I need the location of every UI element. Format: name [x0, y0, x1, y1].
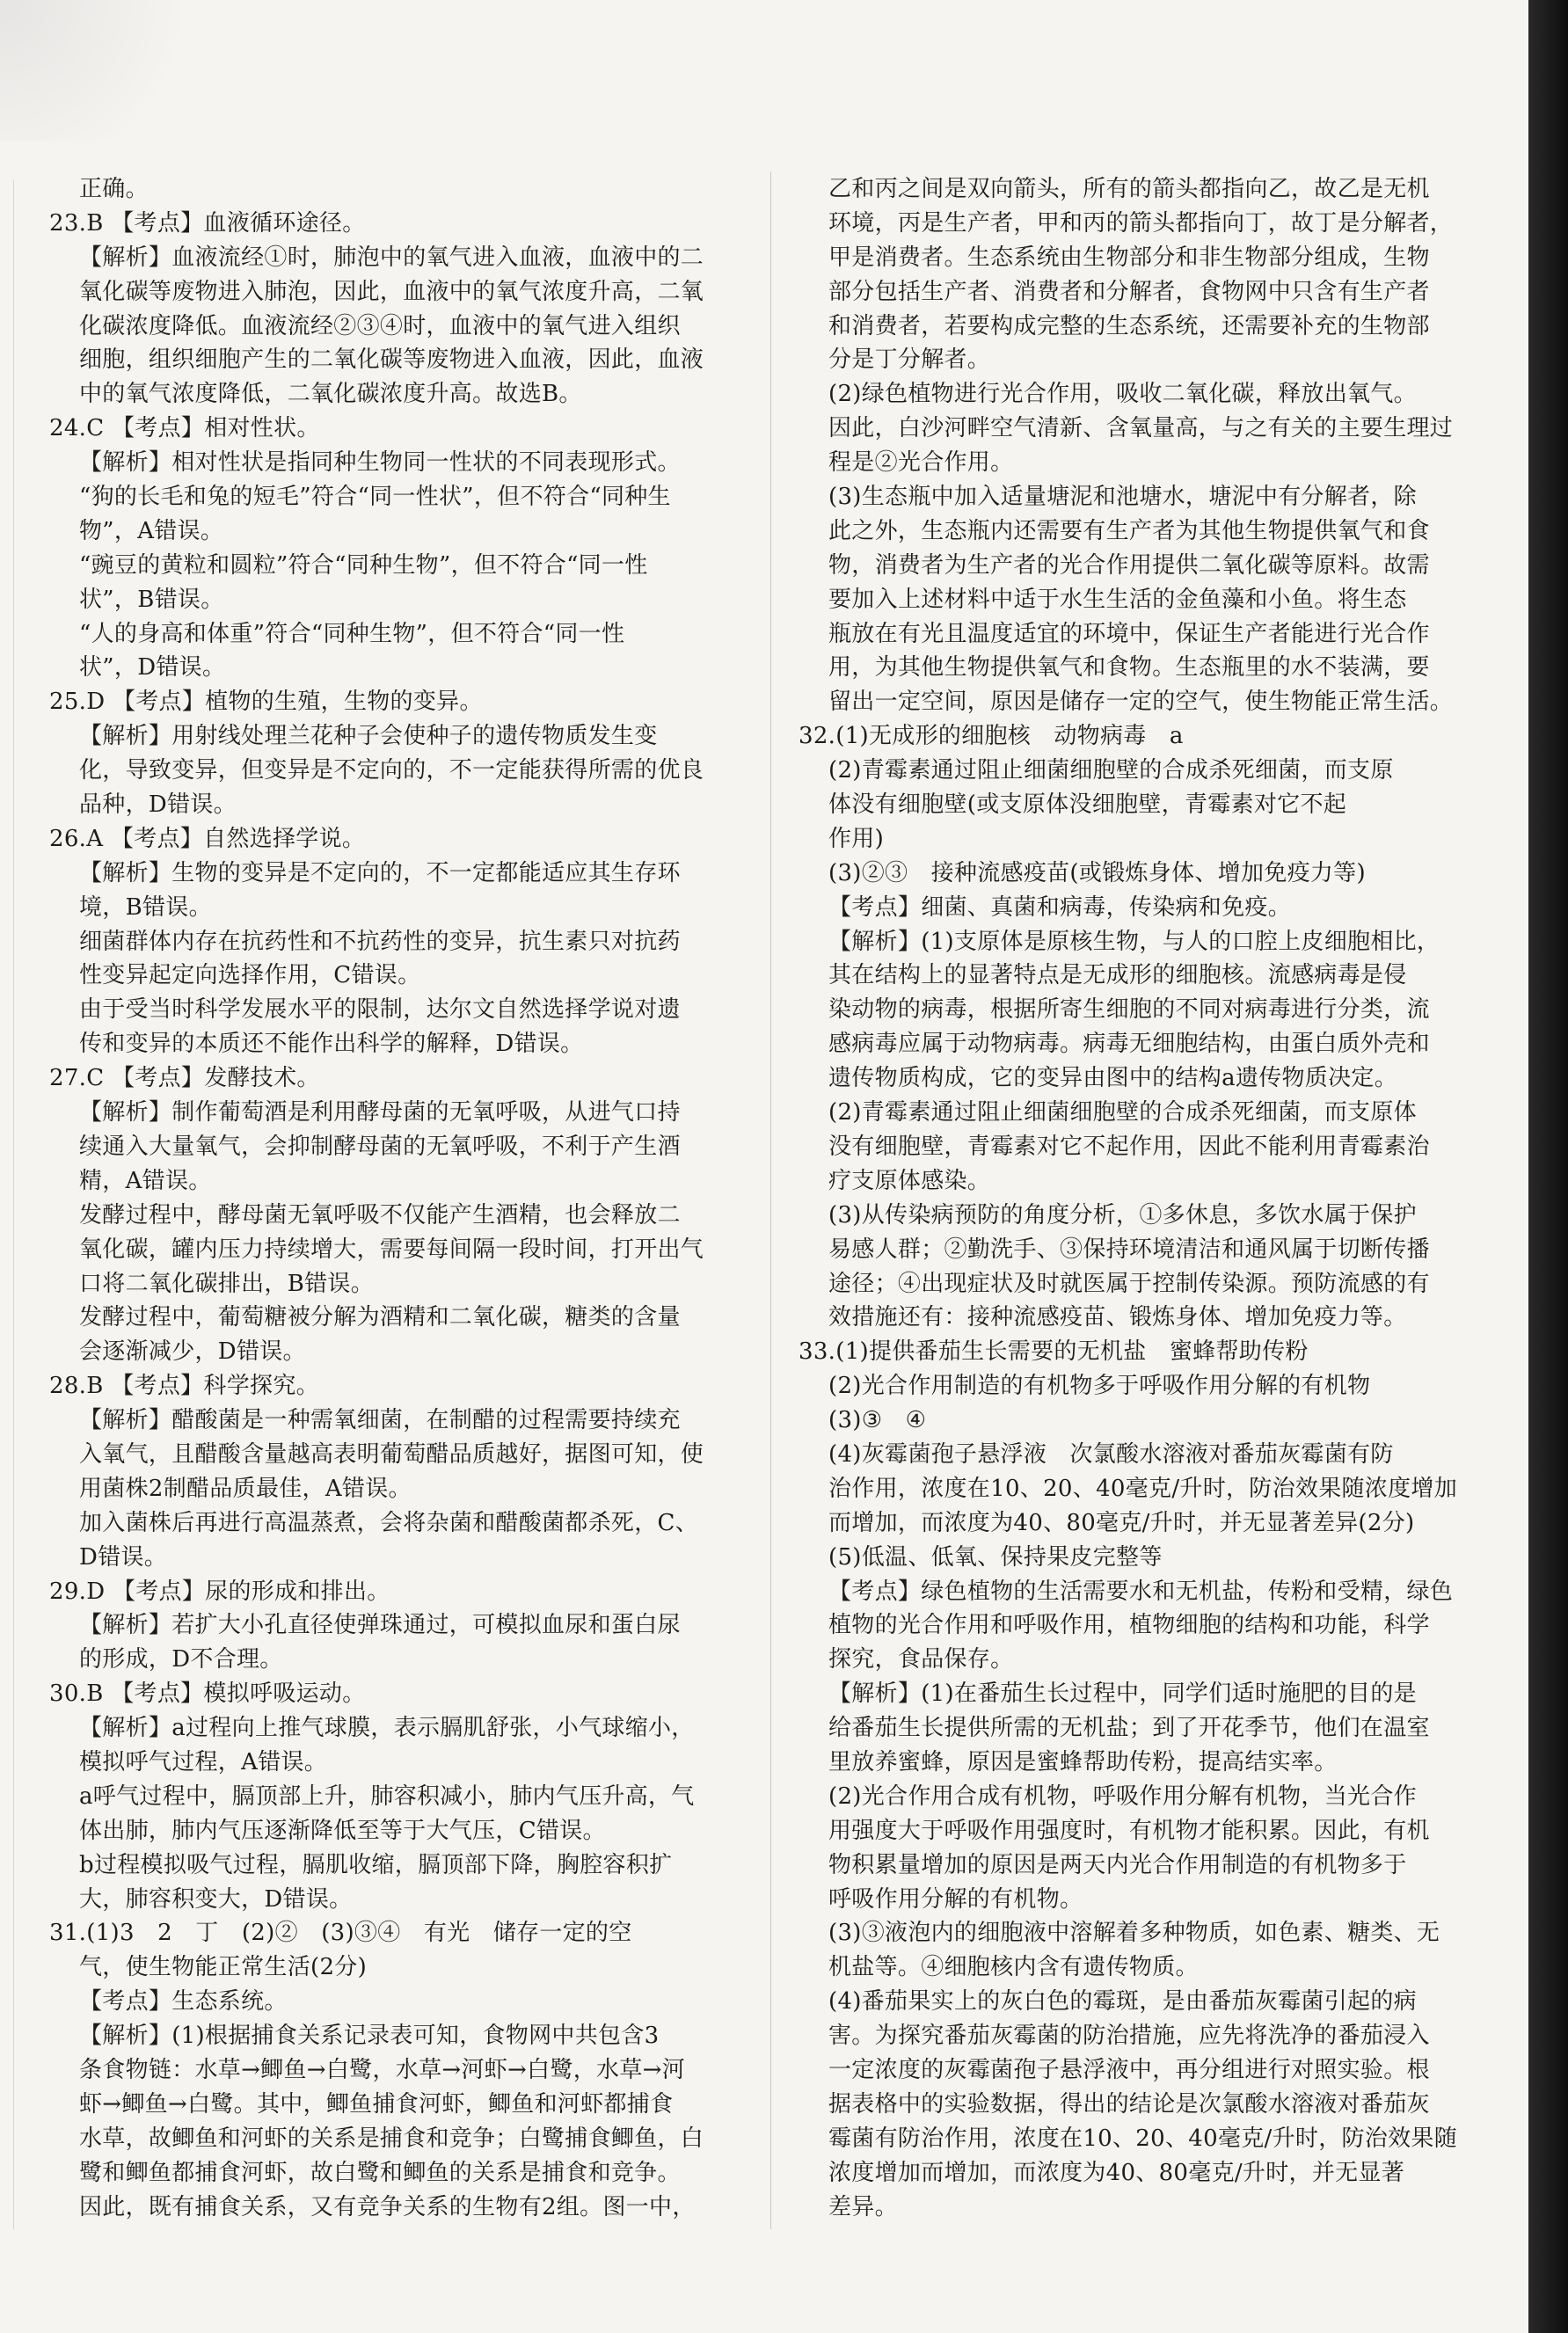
text-line: 途径；④出现症状及时就医属于控制传染源。预防流感的有 [828, 1270, 1430, 1297]
text-line: 细菌群体内存在抗药性和不抗药性的变异，抗生素只对抗药 [79, 928, 681, 955]
column-divider [770, 171, 771, 2229]
text-line: 性变异起定向选择作用，C错误。 [79, 962, 421, 989]
text-line: 疗支原体感染。 [828, 1167, 991, 1194]
text-line: 氧化碳等废物进入肺泡，因此，血液中的氧气浓度升高，二氧 [79, 278, 704, 305]
text-line: 由于受当时科学发展水平的限制，达尔文自然选择学说对遗 [79, 996, 681, 1024]
text-line: 程是②光合作用。 [828, 449, 1014, 477]
text-line: (3)③液泡内的细胞液中溶解着多种物质，如色素、糖类、无 [828, 1920, 1440, 1947]
text-line: 体出肺，肺内气压逐渐降低至等于大气压，C错误。 [79, 1817, 606, 1844]
text-line: 大，肺容积变大，D错误。 [79, 1885, 353, 1913]
text-line: 易感人群；②勤洗手、③保持环境清洁和通风属于切断传播 [828, 1236, 1430, 1263]
text-line: 甲是消费者。生态系统由生物部分和非生物部分组成，生物 [828, 244, 1430, 271]
text-line: 29.D 【考点】尿的形成和排出。 [49, 1578, 390, 1605]
text-line: 据表格中的实验数据，得出的结论是次氯酸水溶液对番茄灰 [828, 2090, 1430, 2118]
text-line: 部分包括生产者、消费者和分解者，食物网中只含有生产者 [828, 278, 1430, 305]
text-line: (4)番茄果实上的灰白色的霉斑，是由番茄灰霉菌引起的病 [828, 1988, 1417, 2016]
text-line: 入氧气，且醋酸含量越高表明葡萄醋品质越好，据图可知，使 [79, 1440, 704, 1468]
text-line: 【解析】(1)支原体是原核生物，与人的口腔上皮细胞相比， [828, 928, 1440, 955]
text-line: 24.C 【考点】相对性状。 [49, 415, 320, 442]
text-line: 作用) [828, 825, 885, 852]
text-line: 【考点】生态系统。 [79, 1988, 288, 2016]
page-binding-edge [1528, 0, 1568, 2333]
text-line: 里放养蜜蜂，原因是蜜蜂帮助传粉，提高结实率。 [828, 1748, 1338, 1775]
text-line: 发酵过程中，酵母菌无氧呼吸不仅能产生酒精，也会释放二 [79, 1201, 681, 1228]
text-line: 体没有细胞壁(或支原体没细胞壁，青霉素对它不起 [828, 791, 1347, 819]
text-line: 留出一定空间，原因是储存一定的空气，使生物能正常生活。 [828, 689, 1454, 716]
text-line: 【解析】醋酸菌是一种需氧细菌，在制醋的过程需要持续充 [79, 1407, 681, 1434]
text-line: 给番茄生长提供所需的无机盐；到了开花季节，他们在温室 [828, 1715, 1430, 1742]
text-line: (5)低温、低氧、保持果皮完整等 [828, 1543, 1163, 1571]
text-line: “狗的长毛和兔的短毛”符合“同一性状”，但不符合“同种生 [79, 484, 671, 511]
text-line: (3)②③ 接种流感疫苗(或锻炼身体、增加免疫力等) [828, 859, 1366, 886]
text-line: “豌豆的黄粒和圆粒”符合“同种生物”，但不符合“同一性 [79, 551, 648, 579]
text-line: 【解析】血液流经①时，肺泡中的氧气进入血液，血液中的二 [79, 244, 704, 271]
text-line: 感病毒应属于动物病毒。病毒无细胞结构，由蛋白质外壳和 [828, 1031, 1430, 1058]
page-corner-shade [0, 0, 229, 141]
text-line: (2)光合作用制造的有机物多于呼吸作用分解的有机物 [828, 1373, 1371, 1400]
text-line: 虾→鲫鱼→白鹭。其中，鲫鱼捕食河虾，鲫鱼和河虾都捕食 [79, 2090, 674, 2118]
text-line: 33.(1)提供番茄生长需要的无机盐 蜜蜂帮助传粉 [799, 1338, 1309, 1366]
text-line: (2)青霉素通过阻止细菌细胞壁的合成杀死细菌，而支原体 [828, 1099, 1417, 1126]
text-line: 会逐渐减少，D错误。 [79, 1338, 306, 1366]
text-line: (3)从传染病预防的角度分析，①多休息，多饮水属于保护 [828, 1201, 1417, 1228]
text-line: 差异。 [828, 2193, 898, 2220]
text-line: 中的氧气浓度降低，二氧化碳浓度升高。故选B。 [79, 381, 582, 408]
text-line: (3)生态瓶中加入适量塘泥和池塘水，塘泥中有分解者，除 [828, 484, 1417, 511]
text-line: 机盐等。④细胞核内含有遗传物质。 [828, 1954, 1199, 1981]
left-column [49, 172, 744, 2224]
text-line: 用强度大于呼吸作用强度时，有机物才能积累。因此，有机 [828, 1817, 1430, 1844]
text-line: 氧化碳，罐内压力持续增大，需要每间隔一段时间，打开出气 [79, 1236, 704, 1263]
text-line: 31.(1)3 2 丁 (2)② (3)③④ 有光 储存一定的空 [49, 1920, 632, 1947]
text-line: 物积累量增加的原因是两天内光合作用制造的有机物多于 [828, 1851, 1407, 1878]
text-line: 口将二氧化碳排出，B错误。 [79, 1270, 375, 1297]
text-line: 传和变异的本质还不能作出科学的解释，D错误。 [79, 1031, 584, 1058]
text-line: 【解析】若扩大小孔直径使弹珠通过，可模拟血尿和蛋白尿 [79, 1612, 681, 1639]
text-line: 浓度增加而增加，而浓度为40、80毫克/升时，并无显著 [828, 2159, 1405, 2186]
text-line: 用，为其他生物提供氧气和食物。生态瓶里的水不装满，要 [828, 654, 1430, 682]
text-line: 效措施还有：接种流感疫苗、锻炼身体、增加免疫力等。 [828, 1304, 1407, 1331]
text-line: 水草，故鲫鱼和河虾的关系是捕食和竞争；白鹭捕食鲫鱼，白 [79, 2125, 704, 2152]
text-line: (3)③ ④ [828, 1407, 927, 1434]
text-line: 细胞，组织细胞产生的二氧化碳等废物进入血液，因此，血液 [79, 346, 704, 374]
text-line: 化，导致变异，但变异是不定向的，不一定能获得所需的优良 [79, 757, 704, 784]
text-line: 的形成，D不合理。 [79, 1646, 283, 1673]
text-line: 物”，A错误。 [79, 517, 224, 544]
text-line: 精，A错误。 [79, 1167, 212, 1194]
text-line: 【解析】制作葡萄酒是利用酵母菌的无氧呼吸，从进气口持 [79, 1099, 681, 1126]
text-line: 鹭和鲫鱼都捕食河虾，故白鹭和鲫鱼的关系是捕食和竞争。 [79, 2159, 681, 2186]
text-line: 遗传物质构成，它的变异由图中的结构a遗传物质决定。 [828, 1065, 1398, 1092]
text-line: 一定浓度的灰霉菌孢子悬浮液中，再分组进行对照实验。根 [828, 2056, 1430, 2083]
text-line: 植物的光合作用和呼吸作用，植物细胞的结构和功能，科学 [828, 1612, 1430, 1639]
text-line: 模拟呼气过程，A错误。 [79, 1748, 328, 1775]
text-line: 呼吸作用分解的有机物。 [828, 1885, 1083, 1913]
text-line: 用菌株2制醋品质最佳，A错误。 [79, 1475, 412, 1502]
text-line: “人的身高和体重”符合“同种生物”，但不符合“同一性 [79, 620, 625, 647]
text-line: 28.B 【考点】科学探究。 [49, 1373, 319, 1400]
text-line: 要加入上述材料中适于水生生活的金鱼藻和小鱼。将生态 [828, 586, 1407, 613]
text-line: (2)绿色植物进行光合作用，吸收二氧化碳，释放出氧气。 [828, 381, 1417, 408]
text-line: 物，消费者为生产者的光合作用提供二氧化碳等原料。故需 [828, 551, 1430, 579]
text-line: 没有细胞壁，青霉素对它不起作用，因此不能利用青霉素治 [828, 1133, 1430, 1160]
text-line: 【解析】(1)在番茄生长过程中，同学们适时施肥的目的是 [828, 1680, 1417, 1708]
text-line: 因此，白沙河畔空气清新、含氧量高，与之有关的主要生理过 [828, 415, 1454, 442]
text-line: 因此，既有捕食关系，又有竞争关系的生物有2组。图一中， [79, 2193, 696, 2220]
text-line: 状”，B错误。 [79, 586, 224, 613]
text-line: 此之外，生态瓶内还需要有生产者为其他生物提供氧气和食 [828, 517, 1430, 544]
text-line: 30.B 【考点】模拟呼吸运动。 [49, 1680, 366, 1708]
text-line: 境，B错误。 [79, 893, 212, 921]
text-line: (2)青霉素通过阻止细菌细胞壁的合成杀死细菌，而支原 [828, 757, 1394, 784]
text-line: 其在结构上的显著特点是无成形的细胞核。流感病毒是侵 [828, 962, 1407, 989]
text-line: 探究，食品保存。 [828, 1646, 1014, 1673]
text-line: a呼气过程中，膈顶部上升，肺容积减小，肺内气压升高，气 [79, 1783, 695, 1810]
text-line: (2)光合作用合成有机物，呼吸作用分解有机物，当光合作 [828, 1783, 1417, 1810]
text-line: 害。为探究番茄灰霉菌的防治措施，应先将洗净的番茄浸入 [828, 2023, 1430, 2050]
text-line: 【考点】细菌、真菌和病毒，传染病和免疫。 [828, 893, 1292, 921]
text-line: 分是丁分解者。 [828, 346, 991, 374]
text-line: 气，使生物能正常生活(2分) [79, 1954, 368, 1981]
text-line: 32.(1)无成形的细胞核 动物病毒 a [799, 723, 1184, 750]
text-line: 【解析】a过程向上推气球膜，表示膈肌舒张，小气球缩小， [79, 1715, 695, 1742]
left-margin-rule [13, 180, 14, 2229]
text-line: 25.D 【考点】植物的生殖，生物的变异。 [49, 689, 483, 716]
text-line: b过程模拟吸气过程，膈肌收缩，膈顶部下降，胸腔容积扩 [79, 1851, 673, 1878]
text-line: 26.A 【考点】自然选择学说。 [49, 825, 366, 852]
text-line: 环境，丙是生产者，甲和丙的箭头都指向丁，故丁是分解者， [828, 209, 1454, 237]
text-line: 和消费者，若要构成完整的生态系统，还需要补充的生物部 [828, 312, 1430, 339]
text-line: 品种，D错误。 [79, 791, 237, 819]
text-line: 治作用，浓度在10、20、40毫克/升时，防治效果随浓度增加 [828, 1475, 1458, 1502]
text-line: 霉菌有防治作用，浓度在10、20、40毫克/升时，防治效果随 [828, 2125, 1458, 2152]
text-line: 而增加，而浓度为40、80毫克/升时，并无显著差异(2分) [828, 1509, 1415, 1536]
text-line: D错误。 [79, 1543, 168, 1571]
text-line: 乙和丙之间是双向箭头，所有的箭头都指向乙，故乙是无机 [828, 176, 1430, 202]
text-line: 状”，D错误。 [79, 654, 226, 682]
text-line: 【解析】(1)根据捕食关系记录表可知，食物网中共包含3 [79, 2023, 660, 2050]
text-line: 条食物链：水草→鲫鱼→白鹭，水草→河虾→白鹭，水草→河 [79, 2056, 686, 2083]
text-line: 【解析】生物的变异是不定向的，不一定都能适应其生存环 [79, 859, 681, 886]
text-line: (4)灰霉菌孢子悬浮液 次氯酸水溶液对番茄灰霉菌有防 [828, 1440, 1394, 1468]
text-line: 发酵过程中，葡萄糖被分解为酒精和二氧化碳，糖类的含量 [79, 1304, 681, 1331]
text-line: 【解析】相对性状是指同种生物同一性状的不同表现形式。 [79, 449, 681, 477]
right-column [799, 172, 1493, 2224]
text-line: 【解析】用射线处理兰花种子会使种子的遗传物质发生变 [79, 723, 658, 750]
text-line: 加入菌株后再进行高温蒸煮，会将杂菌和醋酸菌都杀死，C、 [79, 1509, 698, 1536]
text-line: 瓶放在有光且温度适宜的环境中，保证生产者能进行光合作 [828, 620, 1430, 647]
text-line: 染动物的病毒，根据所寄生细胞的不同对病毒进行分类，流 [828, 996, 1430, 1024]
text-line: 正确。 [79, 176, 149, 202]
text-line: 27.C 【考点】发酵技术。 [49, 1065, 320, 1092]
text-line: 化碳浓度降低。血液流经②③④时，血液中的氧气进入组织 [79, 312, 681, 339]
text-line: 23.B 【考点】血液循环途径。 [49, 209, 366, 237]
text-line: 【考点】绿色植物的生活需要水和无机盐，传粉和受精，绿色 [828, 1578, 1454, 1605]
text-line: 续通入大量氧气，会抑制酵母菌的无氧呼吸，不利于产生酒 [79, 1133, 681, 1160]
